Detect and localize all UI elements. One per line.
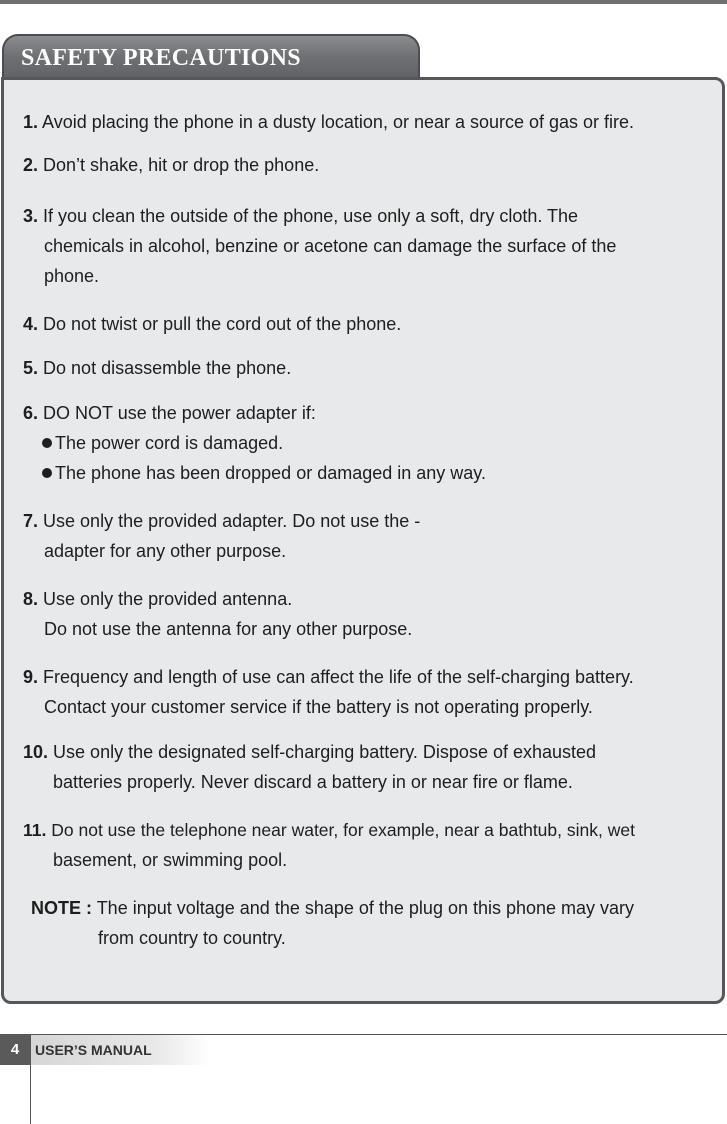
note: NOTE : The input voltage and the shape of the plug on this phone may vary [31, 898, 635, 918]
bullet-dot-icon [42, 438, 52, 448]
page-number: 4 [0, 1035, 30, 1065]
precaution-item-3: 3. If you clean the outside of the phone, use only a soft, dry cloth. The [23, 206, 579, 226]
precaution-item-6-bullet-1: The power cord is damaged. [42, 432, 283, 454]
section-title-tab [2, 34, 420, 80]
precaution-item-3-line-3: phone. [44, 266, 100, 286]
footer-vertical-rule [30, 1035, 31, 1124]
note-line-2: from country to country. [98, 928, 286, 948]
precaution-item-9: 9. Frequency and length of use can affect the life of the self-charging battery. [23, 667, 634, 687]
precaution-item-6: 6. DO NOT use the power adapter if: [23, 403, 316, 423]
note-label: NOTE : [31, 898, 92, 918]
precaution-item-8: 8. Use only the provided antenna. [23, 589, 293, 609]
precaution-item-7: 7. Use only the provided adapter. Do not use the - [23, 511, 421, 531]
precaution-item-7-line-2: adapter for any other purpose. [44, 541, 287, 561]
precaution-item-11: 11. Do not use the telephone near water, for example, near a bathtub, sink, wet [23, 820, 635, 840]
precaution-item-9-line-2: Contact your customer service if the battery is not operating properly. [44, 697, 593, 717]
precaution-item-11-line-2: basement, or swimming pool. [53, 850, 288, 870]
precaution-item-3-line-2: chemicals in alcohol, benzine or acetone can damage the surface of the [44, 236, 617, 256]
footer-manual-text: USER’S MANUAL [35, 1042, 152, 1058]
top-rule [0, 0, 727, 4]
footer-manual-label [31, 1035, 211, 1065]
precaution-item-8-line-2: Do not use the antenna for any other purpose. [44, 619, 413, 639]
precaution-item-4: 4. Do not twist or pull the cord out of the phone. [23, 314, 402, 334]
precaution-item-5: 5. Do not disassemble the phone. [23, 358, 292, 378]
section-title: SAFETY PRECAUTIONS [21, 45, 301, 71]
precaution-item-1: 1. Avoid placing the phone in a dusty location, or near a source of gas or fire. [23, 112, 635, 132]
precaution-item-2: 2. Don’t shake, hit or drop the phone. [23, 155, 320, 175]
precaution-item-6-bullet-2: The phone has been dropped or damaged in any way. [42, 462, 486, 484]
precaution-item-10: 10. Use only the designated self-charging battery. Dispose of exhausted [23, 742, 597, 762]
bullet-dot-icon [42, 468, 52, 478]
precaution-item-10-line-2: batteries properly. Never discard a battery in or near fire or flame. [53, 772, 573, 792]
